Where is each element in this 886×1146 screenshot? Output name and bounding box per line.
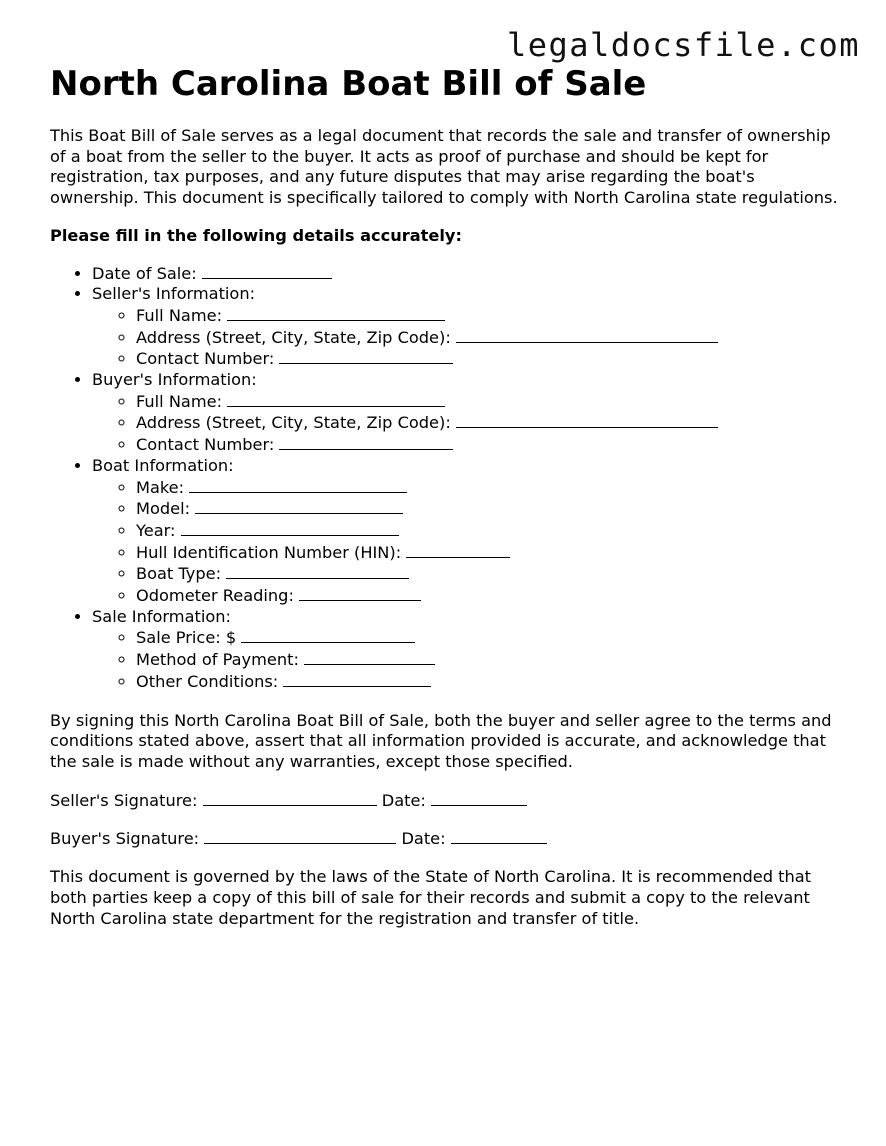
list-item-seller-full-name — [136, 305, 840, 327]
buyer-contact-blank[interactable] — [279, 434, 453, 450]
seller-address-label: Address (Street, City, State, Zip Code): — [136, 327, 451, 347]
list-item-boat-make — [136, 477, 840, 499]
boat-odometer-blank[interactable] — [299, 585, 421, 601]
list-item-seller-information — [92, 284, 840, 370]
date-of-sale-blank[interactable] — [202, 263, 332, 279]
boat-type-blank[interactable] — [226, 563, 409, 579]
watermark-text: legaldocsfile.com — [506, 26, 860, 64]
buyer-full-name-blank[interactable] — [227, 391, 445, 407]
seller-full-name-blank[interactable] — [227, 305, 445, 321]
boat-year-blank[interactable] — [181, 520, 399, 536]
list-item-boat-odometer — [136, 585, 840, 607]
sale-price-blank[interactable] — [241, 627, 415, 643]
list-item-boat-information — [92, 456, 840, 607]
seller-signature-blank[interactable] — [203, 790, 377, 806]
intro-paragraph: This Boat Bill of Sale serves as a legal document that records the sale and transfer of ownership of a boat from the seller to the buyer. It acts as proof of purchase and should be kept for registration, tax purposes, and any future disputes that may arise regarding the boat's ownership. This document is specifically tailored to comply with North Carolina state regulations. — [50, 126, 838, 208]
boat-model-blank[interactable] — [195, 498, 403, 514]
seller-signature-line — [50, 790, 840, 812]
list-item-boat-model — [136, 498, 840, 520]
list-item-payment-method — [136, 649, 840, 671]
sale-price-label: Sale Price: $ — [136, 628, 237, 648]
payment-method-blank[interactable] — [304, 649, 435, 665]
boat-type-label: Boat Type: — [136, 564, 222, 584]
date-of-sale-label: Date of Sale: — [92, 263, 197, 283]
seller-date-blank[interactable] — [431, 790, 527, 806]
page-title: North Carolina Boat Bill of Sale — [50, 64, 647, 104]
buyer-signature-label: Buyer's Signature: — [50, 829, 200, 849]
list-item-seller-contact — [136, 348, 840, 370]
buyer-address-label: Address (Street, City, State, Zip Code): — [136, 413, 451, 433]
buyer-signature-blank[interactable] — [204, 828, 396, 844]
seller-signature-label: Seller's Signature: — [50, 790, 198, 810]
agreement-paragraph: By signing this North Carolina Boat Bill of Sale, both the buyer and seller agree to the terms and conditions stated above, assert that all information provided is accurate, and acknowledge that the sale is made without any warranties, except those specified. — [50, 710, 832, 771]
seller-contact-label: Contact Number: — [136, 349, 275, 369]
sale-section-label: Sale Information: — [92, 606, 231, 626]
boat-model-label: Model: — [136, 499, 191, 519]
document-page — [50, 62, 840, 929]
list-item-sale-price — [136, 627, 840, 649]
closing-paragraph: This document is governed by the laws of the State of North Carolina. It is recommended that both parties keep a copy of this bill of sale for their records and submit a copy to the relevant North Carolina state department for the registration and transfer of title. — [50, 867, 811, 928]
list-item-boat-year — [136, 520, 840, 542]
buyer-address-blank[interactable] — [456, 412, 718, 428]
buyer-full-name-label: Full Name: — [136, 391, 223, 411]
other-conditions-label: Other Conditions: — [136, 671, 279, 691]
list-item-boat-hin — [136, 542, 840, 564]
instruction-heading: Please fill in the following details accurately: — [50, 225, 462, 245]
payment-method-label: Method of Payment: — [136, 650, 299, 670]
buyer-date-blank[interactable] — [451, 828, 547, 844]
details-list — [50, 263, 840, 693]
buyer-signature-line — [50, 828, 840, 850]
seller-address-blank[interactable] — [456, 327, 718, 343]
boat-section-label: Boat Information: — [92, 455, 234, 475]
list-item-seller-address — [136, 327, 840, 349]
boat-make-label: Make: — [136, 477, 185, 497]
seller-fields-list — [92, 305, 840, 370]
list-item-buyer-address — [136, 412, 840, 434]
list-item-date-of-sale — [92, 263, 840, 285]
boat-year-label: Year: — [136, 520, 176, 540]
boat-make-blank[interactable] — [189, 477, 407, 493]
list-item-buyer-information — [92, 370, 840, 456]
list-item-buyer-full-name — [136, 391, 840, 413]
boat-odometer-label: Odometer Reading: — [136, 586, 294, 606]
boat-hin-blank[interactable] — [406, 542, 510, 558]
other-conditions-blank[interactable] — [283, 671, 431, 687]
seller-full-name-label: Full Name: — [136, 305, 223, 325]
list-item-buyer-contact — [136, 434, 840, 456]
buyer-section-label: Buyer's Information: — [92, 370, 257, 390]
list-item-boat-type — [136, 563, 840, 585]
list-item-sale-information — [92, 607, 840, 693]
seller-contact-blank[interactable] — [279, 348, 453, 364]
seller-date-label: Date: — [381, 790, 426, 810]
sale-fields-list — [92, 627, 840, 692]
boat-hin-label: Hull Identification Number (HIN): — [136, 542, 402, 562]
buyer-fields-list — [92, 391, 840, 456]
list-item-other-conditions — [136, 671, 840, 693]
seller-section-label: Seller's Information: — [92, 284, 256, 304]
buyer-contact-label: Contact Number: — [136, 435, 275, 455]
boat-fields-list — [92, 477, 840, 607]
buyer-date-label: Date: — [401, 829, 446, 849]
